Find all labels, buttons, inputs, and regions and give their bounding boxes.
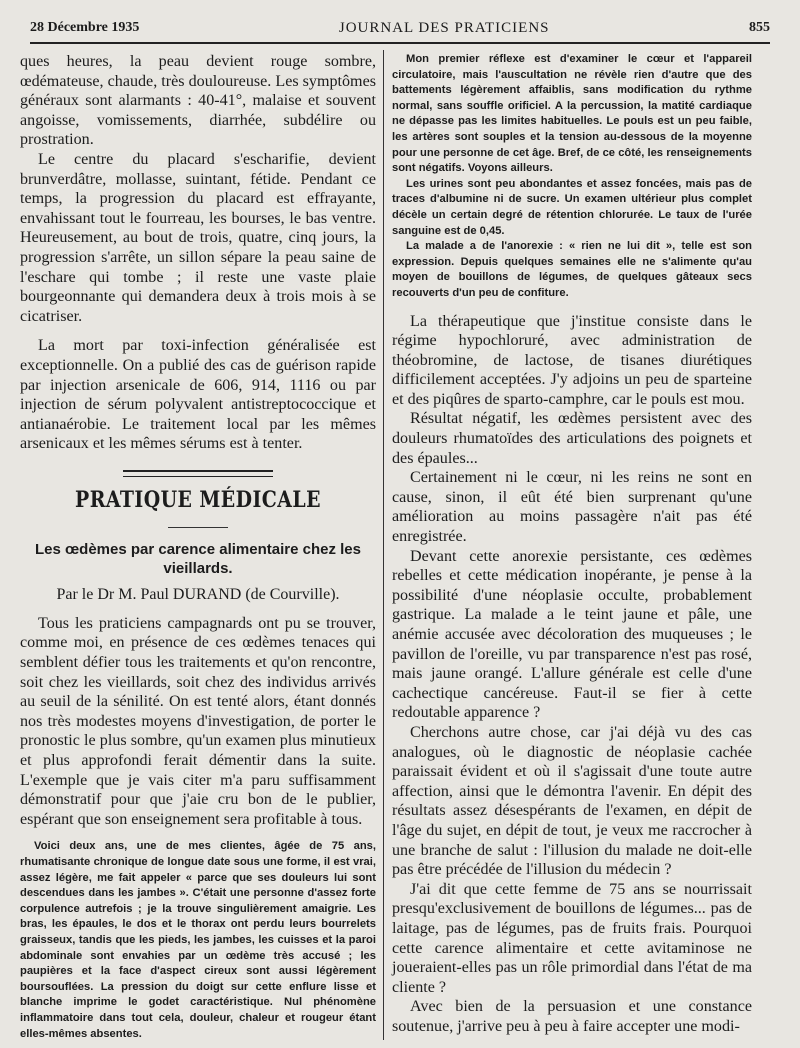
- paragraph: ques heures, la peau devient rouge sombre, œdémateuse, chaude, très douloureuse. Les symptômes généraux sont alarmants : 40-41°, malaise et souvent angoisse, vomissements, diarrhée, subdélire ou prostration.: [20, 53, 376, 149]
- section-title: PRATIQUE MÉDICALE: [75, 486, 321, 513]
- paragraph: Cherchons autre chose, car j'ai déjà vu des cas analogues, où le diagnostic de néoplasie cachée paraissait évident et où il s'agissait d'une toute autre affection, ainsi que le démontra l'avenir. En dépit des résultats assez désespérants de l'examen, en dépit de l'âge du sujet, en dépit de tout, je veux me raccrocher à une branche de salut : l'illusion du malade ne doit-elle pas être précédée de l'illusion du médecin ?: [392, 723, 752, 879]
- paragraph: J'ai dit que cette femme de 75 ans se nourrissait presqu'exclusivement de bouillons de légumes... pas de laitage, pas de légumes, pas de fruits frais. Pourquoi cette carence alimentaire et cette avitaminose ne joueraient-elles pas un rôle primordial dans l'état de ma cliente ?: [392, 880, 752, 996]
- paragraph: Avec bien de la persuasion et une constance soutenue, j'arrive peu à peu à faire accepter une modi-: [392, 998, 752, 1035]
- case-paragraph: Mon premier réflexe est d'examiner le cœur et l'appareil circulatoire, mais l'auscultation ne révèle rien d'autre que des battements légèrement affaiblis, sans modification du rythme normal, sans souffle orificiel. A la percussion, la matité cardiaque ne dépasse pas les limites habituelles. Le pouls est un peu faible, les artères sont souples et la tension au-dessous de la moyenne pour une personne de cet âge. Bref, de ce côté, les renseignements sont négatifs. Voyons ailleurs.: [392, 53, 752, 175]
- title-divider: [168, 527, 228, 528]
- section-rule: [123, 470, 273, 477]
- case-paragraph: Voici deux ans, une de mes clientes, âgée de 75 ans, rhumatisante chronique de longue date sous une forme, il est vrai, assez légère, me fait appeler « parce que ses douleurs lui sont descendues dans les jambes ». C'était une personne d'assez forte corpulence autrefois ; je la trouve singulièrement amaigrie. Les bras, les épaules, le dos et le thorax ont perdu leurs bourrelets graisseux, tandis que les pieds, les jambes, les cuisses et la paroi abdominale sont envahies par un œdème très accusé ; les paupières et la face d'aspect cireux sont aussi légèrement boursouflées. La pression du doigt sur cette enflure lisse et blanche imprime le godet caractéristique. Nul phénomène inflammatoire dans tout cela, douleur, chaleur et rougeur étant elles-mêmes absentes.: [20, 840, 376, 1040]
- paragraph: Devant cette anorexie persistante, ces œdèmes rebelles et cette médication inopérante, je pense à la possibilité d'une néoplasie occulte, probablement gastrique. La malade a le teint jaune et pâle, une anémie accusée avec décoloration des muqueuses ; le pavillon de l'oreille, vu par transparence n'est pas rosé, mais jaune orangé. L'allure générale est celle d'une cachectique cancéreuse. Faut-il se fier à cette redoutable apparence ?: [392, 547, 752, 722]
- header-date: 28 Décembre 1935: [30, 20, 140, 35]
- paragraph: La thérapeutique que j'institue consiste dans le régime hypochloruré, avec administration de théobromine, de lactose, de tisanes diurétiques difficilement acceptées. J'y adjoins un peu de sparteine et des piqûres de sparto-camphre, car le pouls est mou.: [392, 312, 752, 408]
- case-paragraph: Les urines sont peu abondantes et assez foncées, mais pas de traces d'albumine ni de sucre. Un examen ultérieur plus complet décèle un certain degré de rétention chlorurée. Le taux de l'urée sanguine est de 0,45.: [392, 177, 752, 237]
- case-paragraph: La malade a de l'anorexie : « rien ne lui dit », telle est son expression. Depuis quelques semaines elle ne s'alimente qu'au moyen de bouillons de légumes, de quelques gâteaux secs recouverts d'un peu de confiture.: [392, 240, 752, 299]
- byline: Par le Dr M. Paul DURAND (de Courville).: [56, 585, 340, 603]
- page-header: [30, 14, 770, 44]
- paragraph: Le centre du placard s'escharifie, devient brunverdâtre, mollasse, suintant, fétide. Pendant ce temps, la progression du placard est effrayante, envahissant tout le fourreau, les bourses, le bas ventre. Heureusement, au bout de trois, quatre, cinq jours, la progression s'arrête, un sillon sépare la peau saine de l'eschare qui tombe ; il reste une vaste plaie bourgeonnante qui demandera deux à trois mois à se cicatriser.: [20, 150, 376, 325]
- paragraph: Certainement ni le cœur, ni les reins ne sont en cause, sinon, il eût été bien surprenant qu'une amélioration au moins passagère n'ait pas été enregistrée.: [392, 469, 752, 546]
- paragraph: Résultat négatif, les œdèmes persistent avec des douleurs rhumatoïdes des articulations des poignets et des épaules...: [392, 410, 752, 467]
- paragraph: Tous les praticiens campagnards ont pu se trouver, comme moi, en présence de ces œdèmes tenaces qui semblent défier tous les traitements et qu'on rencontre, soit chez les vieillards, soit chez des individus arrivés au seuil de la sénilité. On est tenté alors, étant donnés nos très modestes moyens d'investigation, de porter le pronostic le plus sombre, qu'un examen plus minutieux et plus approfondi ferait démentir dans la suite. L'exemple que je vais citer m'a paru suffisamment démonstratif pour que j'aie cru bon de le publier, espérant que son enseignement sera profitable à tous.: [20, 614, 376, 828]
- article-title: Les œdèmes par carence alimentaire chez les vieillards.: [35, 540, 361, 577]
- journal-title: JOURNAL DES PRATICIENS: [338, 19, 550, 36]
- left-column: [20, 52, 376, 1042]
- paragraph: La mort par toxi-infection généralisée est exceptionnelle. On a publié des cas de guérison rapide par injection arsenicale de 606, 914, 1116 ou par injection de sérum polyvalent antistreptococcique et antianaérobie. Le traitement local par les mêmes arsenicaux et les mêmes sérums est à tenter.: [20, 337, 376, 453]
- column-divider: [383, 50, 384, 1040]
- right-column: [392, 52, 752, 1036]
- page-number: 855: [748, 20, 770, 35]
